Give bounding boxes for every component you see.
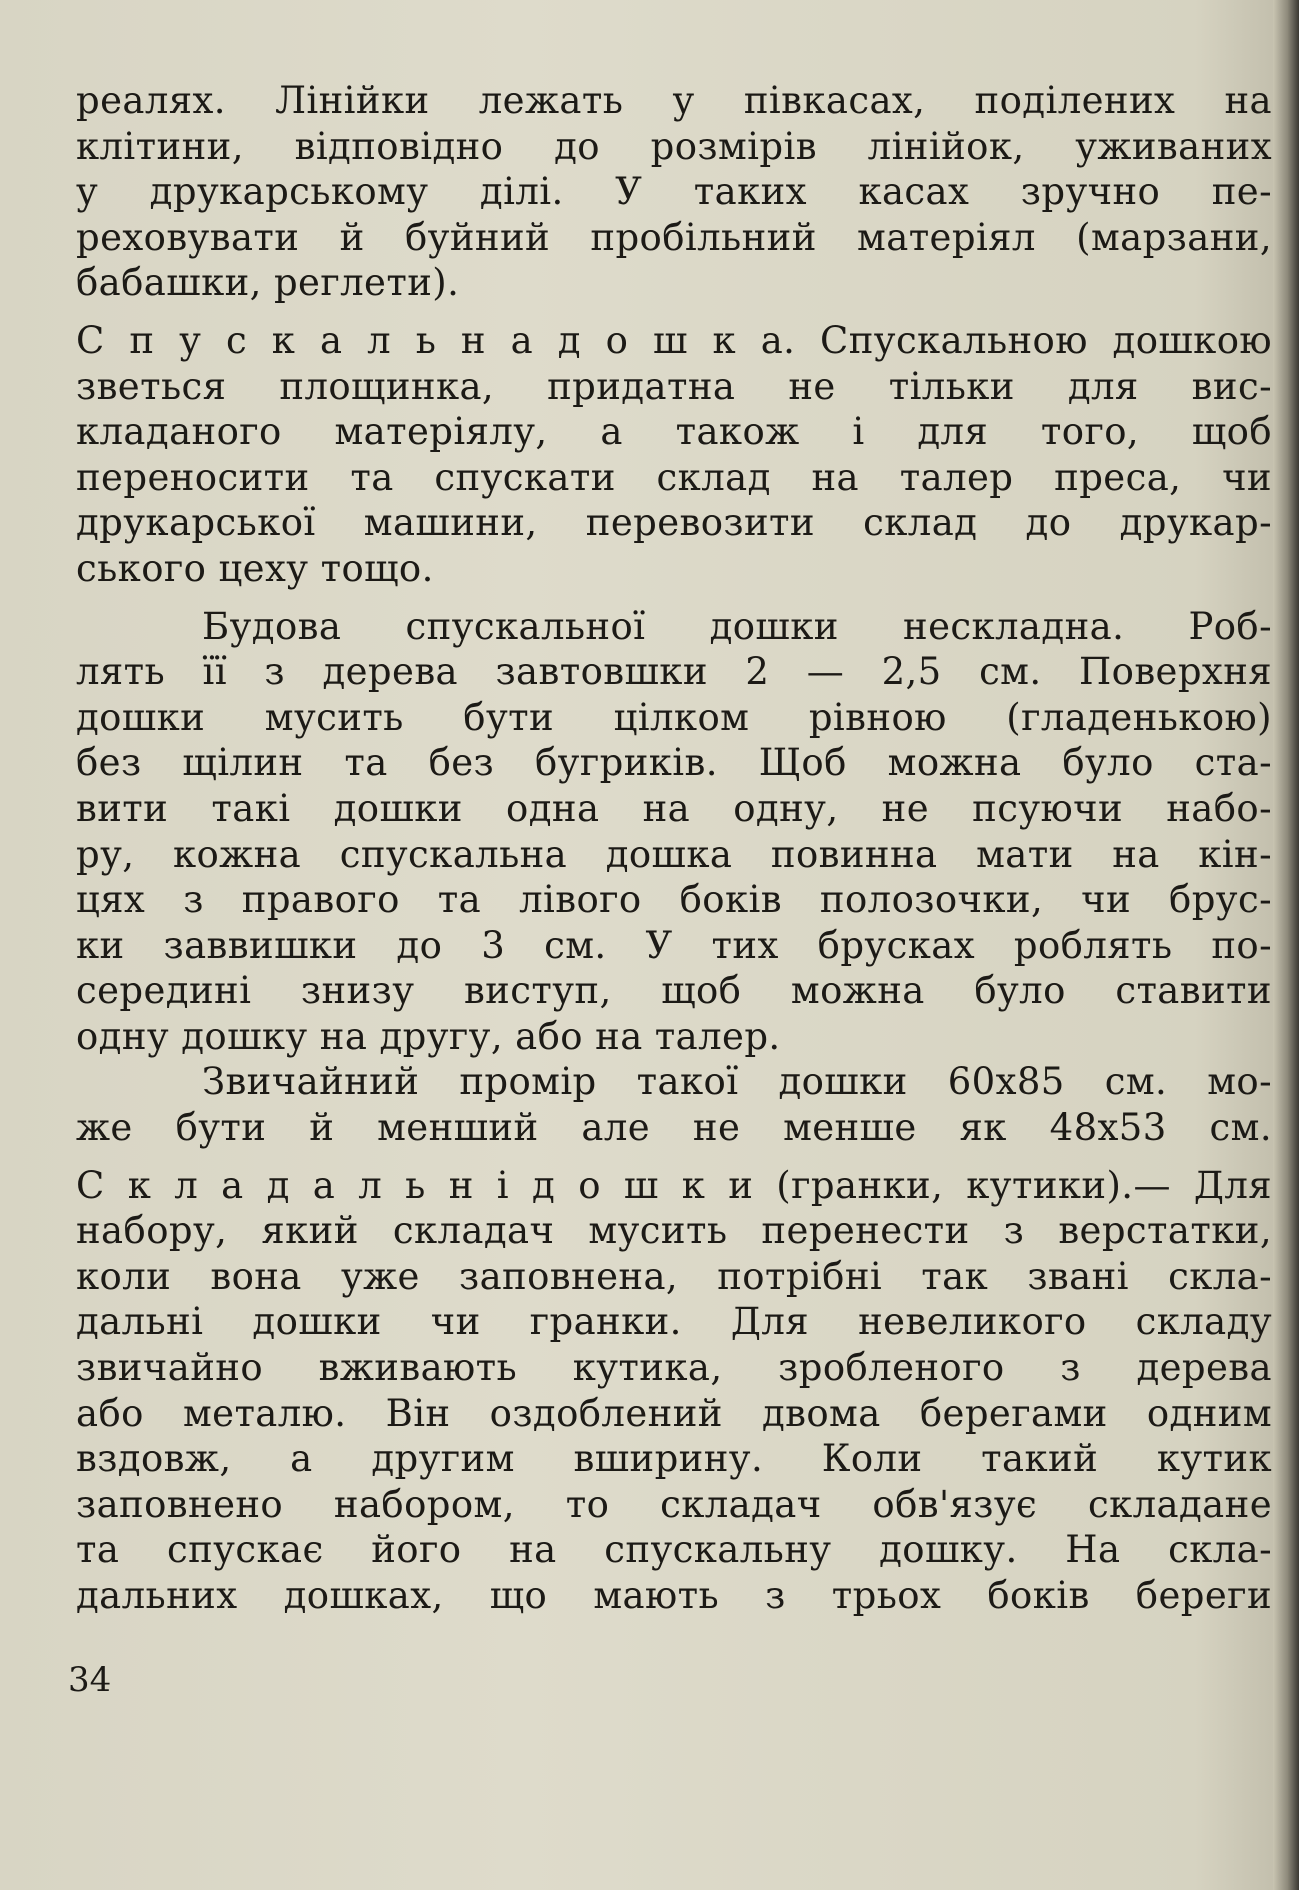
text-body bbox=[76, 78, 1272, 1619]
text-line: Звичайний промір такої дошки 60x85 см. мо- bbox=[202, 1060, 1272, 1104]
text-line: одну дошку на другу, або на талер. bbox=[76, 1014, 781, 1058]
text-line: С к л а д а л ь н і д о ш к и (гранки, кутики).— Для bbox=[76, 1163, 1272, 1207]
text-line: вити такі дошки одна на одну, не псуючи набо- bbox=[76, 786, 1272, 830]
text-line: дальні дошки чи гранки. Для невеликого складу bbox=[76, 1300, 1272, 1344]
text-line: Будова спускальної дошки нескладна. Роб- bbox=[202, 604, 1272, 648]
text-line: дальних дошках, що мають з трьох боків береги bbox=[76, 1574, 1272, 1617]
paragraph bbox=[76, 78, 1272, 306]
paragraph bbox=[76, 1163, 1272, 1619]
text-line: реховувати й буйний пробільний матеріял (марзани, bbox=[76, 215, 1272, 259]
text-line: заповнено набором, то складач обв'язує складане bbox=[76, 1482, 1272, 1526]
text-line: реалях. Лінійки лежать у півкасах, поділених на bbox=[76, 79, 1272, 122]
text-line: ки заввишки до 3 см. У тих брусках роблять по- bbox=[76, 923, 1272, 967]
text-line: лять її з дерева завтовшки 2 — 2,5 см. Поверхня bbox=[76, 650, 1272, 694]
text-line: набору, який складач мусить перенести з верстатки, bbox=[76, 1209, 1272, 1253]
text-line: цях з правого та лівого боків полозочки, чи брус- bbox=[76, 878, 1272, 922]
text-line: без щілин та без бугриків. Щоб можна було ста- bbox=[76, 741, 1272, 785]
text-line: або металю. Він оздоблений двома берегами одним bbox=[76, 1391, 1272, 1435]
text-line: ського цеху тощо. bbox=[76, 546, 434, 590]
text-line: же бути й менший але не менше як 48x53 см. bbox=[76, 1106, 1272, 1150]
text-line: С п у с к а л ь н а д о ш к а. Спускальною дошкою bbox=[76, 318, 1272, 362]
text-line: друкарської машини, перевозити склад до друкар- bbox=[76, 501, 1272, 545]
text-line: бабашки, реглети). bbox=[76, 261, 460, 305]
book-spine-shadow bbox=[1273, 0, 1299, 1890]
text-line: ру, кожна спускальна дошка повинна мати на кін- bbox=[76, 832, 1272, 876]
text-line: у друкарському ділі. У таких касах зручно пе- bbox=[76, 170, 1272, 214]
text-line: коли вона уже заповнена, потрібні так звані скла- bbox=[76, 1254, 1272, 1298]
text-line: переносити та спускати склад на талер преса, чи bbox=[76, 455, 1272, 499]
paragraph bbox=[76, 604, 1272, 1060]
text-line: та спускає його на спускальну дошку. На скла- bbox=[76, 1528, 1272, 1572]
text-line: звичайно вживають кутика, зробленого з дерева bbox=[76, 1346, 1272, 1390]
text-line: клітини, відповідно до розмірів лінійок, уживаних bbox=[76, 124, 1272, 168]
text-line: кладаного матеріялу, а також і для того, щоб bbox=[76, 410, 1272, 454]
text-line: дошки мусить бути цілком рівною (гладенькою) bbox=[76, 695, 1272, 739]
paragraph bbox=[76, 1059, 1272, 1150]
text-line: вздовж, а другим вширину. Коли такий кутик bbox=[76, 1437, 1272, 1481]
text-line: зветься площинка, придатна не тільки для вис- bbox=[76, 364, 1272, 408]
text-line: середині знизу виступ, щоб можна було ставити bbox=[76, 969, 1272, 1013]
page-number: 34 bbox=[68, 1660, 112, 1700]
paragraph bbox=[76, 318, 1272, 592]
